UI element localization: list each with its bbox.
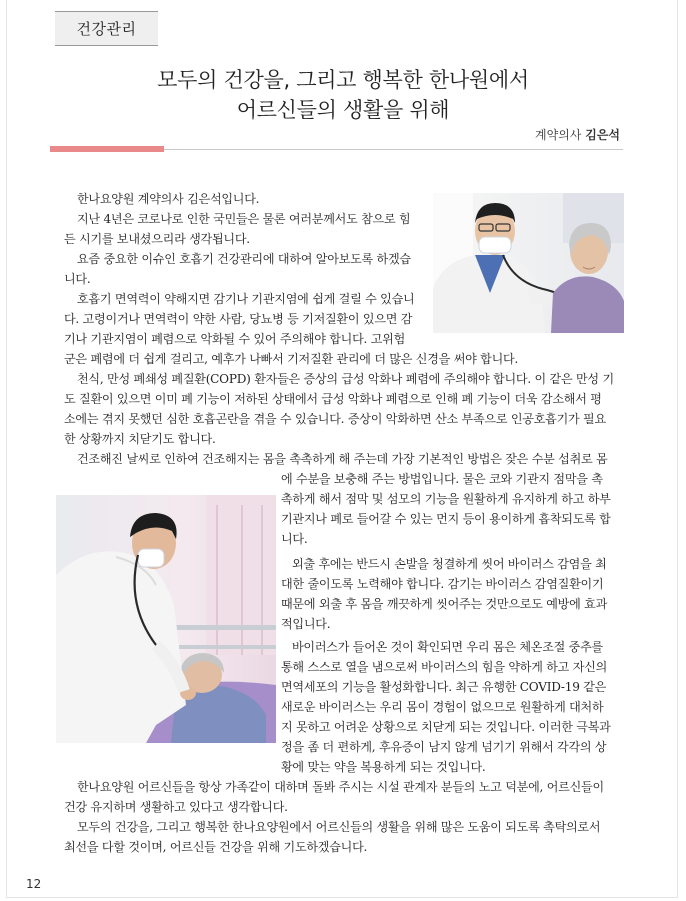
author-byline (535, 126, 620, 143)
doctor-patient-photo-bed (56, 495, 276, 743)
body-line: 대한 줄이도록 노력해야 합니다. 감기는 바이러스 감염질환이기 (281, 577, 604, 591)
body-line: 적입니다. (281, 617, 331, 631)
body-line: 도 질환이 있으면 이미 폐 기능이 저하된 상태에서 급성 악화나 폐렴으로 인해 폐 기능이 더욱 감소해서 평 (64, 392, 602, 406)
body-line: 정을 좀 더 편하게, 후유증이 남지 않게 넘기기 위해서 각각의 상 (281, 740, 607, 754)
body-line: 기나 기관지염이 폐렴으로 악화될 수 있어 주의해야 합니다. 고위험 (64, 332, 406, 346)
section-tab: 건강관리 (55, 11, 158, 46)
body-line: 건강 유지하며 생활하고 있다고 생각합니다. (64, 800, 288, 814)
body-line: 황에 맞는 약을 복용하게 되는 것입니다. (281, 760, 486, 774)
body-line: 요즘 중요한 이슈인 호흡기 건강관리에 대하여 알아보도록 하겠습 (77, 252, 411, 266)
body-line: 군은 폐렴에 더 쉽게 걸리고, 예후가 나빠서 기저질환 관리에 더 많은 신경을 써야 합니다. (64, 352, 519, 366)
body-line: 바이러스가 들어온 것이 확인되면 우리 몸은 체온조절 중추를 (292, 640, 603, 654)
body-line: 촉하게 해서 점막 및 섬모의 기능을 원활하게 유지하게 하고 하부 (281, 492, 611, 506)
body-line: 니다. (281, 532, 308, 546)
body-line: 기관지나 폐로 들어갈 수 있는 먼지 등이 용이하게 흡착되도록 합 (281, 512, 611, 526)
body-line: 한나요양원 어르신들을 항상 가족같이 대하며 돌봐 주시는 시설 관계자 분들의 노고 덕분에, 어르신들이 (77, 780, 604, 794)
body-line: 한 상황까지 치닫기도 합니다. (64, 432, 216, 446)
body-line: 한나요양원 계약의사 김은석입니다. (77, 192, 260, 206)
doctor-patient-photo-top (433, 193, 624, 333)
body-line: 지 못하고 어려운 상황으로 치닫게 되는 것입니다. 이러한 극복과 (281, 720, 611, 734)
body-line: 새로운 바이러스는 우리 몸이 경험이 없으므로 원활하게 대처하 (281, 700, 604, 714)
body-line: 니다. (64, 272, 91, 286)
author-name: 김은석 (585, 128, 620, 142)
body-line: 외출 후에는 반드시 손발을 청결하게 씻어 바이러스 감염을 최 (292, 557, 607, 571)
body-line: 에 수분을 보충해 주는 방법입니다. 물은 코와 기관지 점막을 촉 (281, 472, 603, 486)
accent-bar (50, 146, 164, 152)
body-line: 때문에 외출 후 몸을 깨끗하게 씻어주는 것만으로도 예방에 효과 (281, 597, 608, 611)
author-role: 계약의사 (535, 128, 582, 142)
body-line: 모두의 건강을, 그리고 행복한 한나요양원에서 어르신들의 생활을 위해 많은 도움이 되도록 촉탁의로서 (77, 820, 601, 834)
body-line: 든 시기를 보내셨으리라 생각됩니다. (64, 232, 250, 246)
page-number: 12 (26, 877, 42, 891)
article-title-line-1: 모두의 건강을, 그리고 행복한 한나원에서 (157, 68, 529, 92)
body-line: 최선을 다할 것이며, 어르신들 건강을 위해 기도하겠습니다. (64, 840, 368, 854)
body-line: 면역세포의 기능을 활성화합니다. 최근 유행한 COVID-19 같은 (281, 680, 607, 694)
body-line: 지난 4년은 코로나로 인한 국민들은 물론 여러분께서도 참으로 힘 (77, 212, 411, 226)
body-line: 건조해진 날씨로 인하여 건조해지는 몸을 촉촉하게 해 주는데 가장 기본적인 방법은 잦은 수분 섭취로 몸 (77, 452, 608, 466)
body-line: 다. 고령이거나 면역력이 약한 사람, 당뇨병 등 기저질환이 있으면 감 (64, 312, 413, 326)
body-line: 통해 스스로 열을 냄으로써 바이러스의 힘을 약하게 하고 자신의 (281, 660, 608, 674)
body-line: 천식, 만성 폐쇄성 폐질환(COPD) 환자들은 증상의 급성 악화나 폐렴에 주의해야 합니다. 이 같은 만성 기 (77, 372, 614, 386)
body-line: 소에는 겪지 못했던 심한 호흡곤란을 겪을 수 있습니다. 증상이 악화하면 산소 부족으로 인공호흡기가 필요 (64, 412, 606, 426)
article-title-line-2: 어르신들의 생활을 위해 (236, 98, 450, 122)
body-line: 호흡기 면역력이 약해지면 감기나 기관지염에 쉽게 걸릴 수 있습니 (77, 292, 415, 306)
